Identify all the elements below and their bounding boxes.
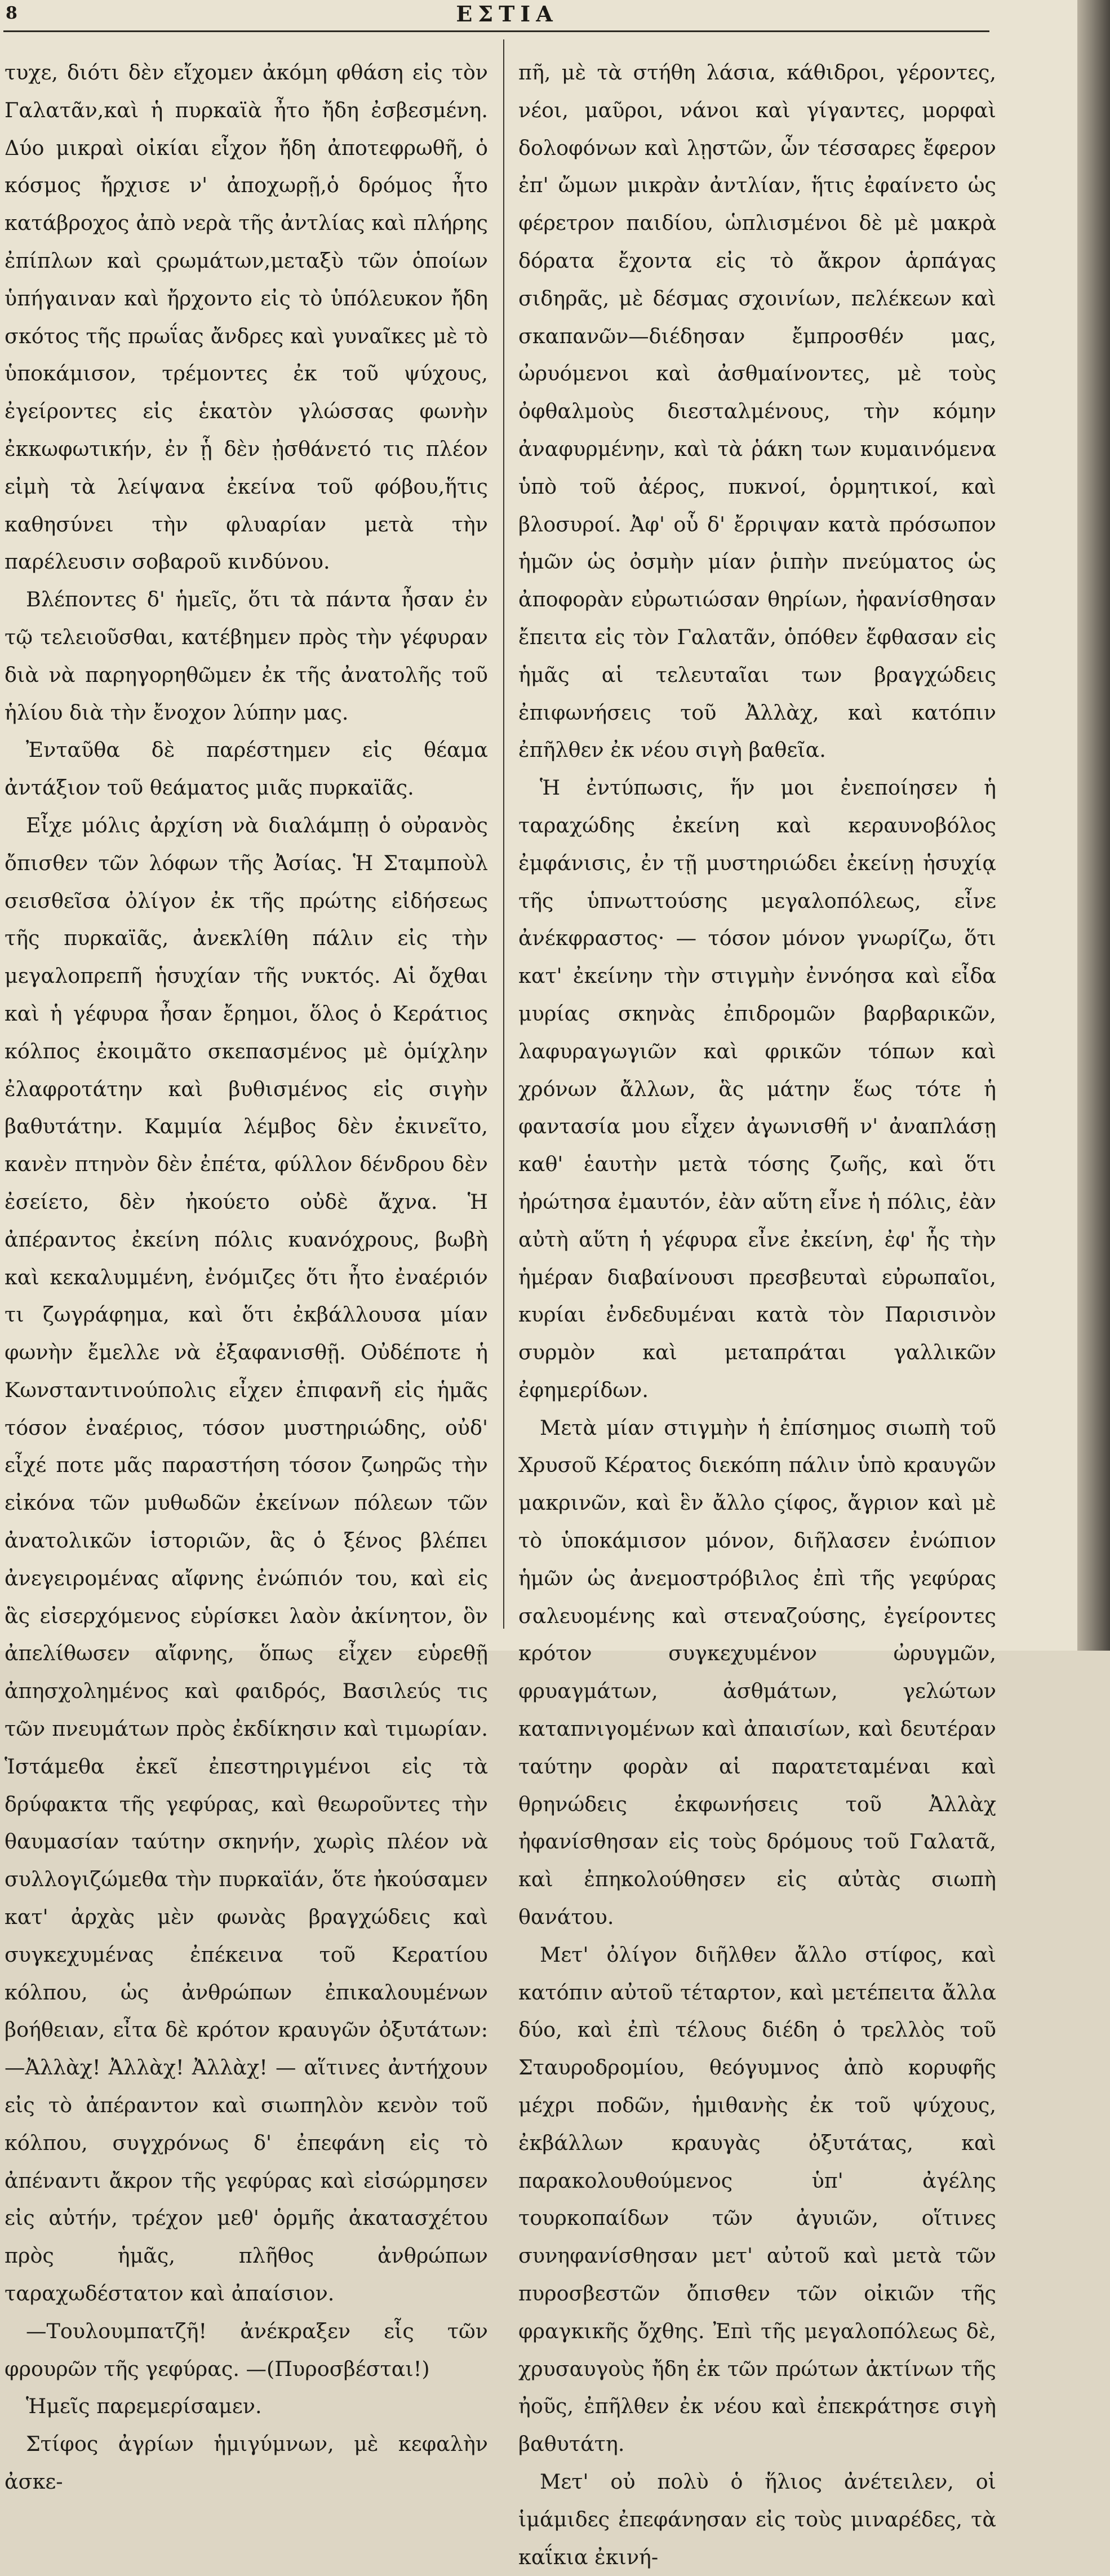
paragraph: Μετὰ μίαν στιγμὴν ἡ ἐπίσημος σιωπὴ τοῦ Χρυσοῦ Κέρατος διεκόπη πάλιν ὑπὸ κραυγῶν μακρινῶν, καὶ ἓν ἄλλο ςίφος, ἄγριον καὶ μὲ τὸ ὑποκάμισον μόνον, διῆλασεν ἐνώπιον ἡμῶν ὡς ἀνεμοστρόβιλος ἐπὶ τῆς γεφύρας σαλευομένης καὶ στεναζούσης, ἐγείροντες κρότον συγκεχυμένον ὠρυγμῶν, φρυαγμάτων, ἀσθμάτων, γελώτων καταπνιγομένων καὶ ἀπαισίων, καὶ δευτέραν ταύτην φορὰν αἱ παρατεταμέναι καὶ θρηνώδεις ἐκφωνήσεις τοῦ Ἀλλὰχ ἠφανίσθησαν εἰς τοὺς δρόμους τοῦ Γαλατᾶ, καὶ ἐπηκολούθησεν εἰς αὐτὰς σιωπὴ θανάτου. [518,1415,996,1930]
header-rule [3,30,989,32]
column-divider [503,39,504,1629]
book-binding-edge [1077,0,1110,1651]
paragraph: Ἐνταῦθα δὲ παρέστημεν εἰς θέαμα ἀντάξιον τοῦ θεάματος μιᾶς πυρκαϊᾶς. [5,738,488,800]
paragraph: τυχε, διότι δὲν εἴχομεν ἀκόμη φθάση εἰς τὸν Γαλατᾶν,καὶ ἡ πυρκαϊὰ ἦτο ἤδη ἐσβεσμένη. Δύο μικραὶ οἰκίαι εἶχον ἤδη ἀποτεφρωθῆ, ὁ κόσμος ἤρχισε ν' ἀποχωρῇ,ὁ δρόμος ἦτο κατάβροχος ἀπὸ νερὰ τῆς ἀντλίας καὶ πλήρης ἐπίπλων καὶ ςρωμάτων,μεταξὺ τῶν ὁποίων ὑπήγαιναν καὶ ἤρχοντο εἰς τὸ ὑπόλευκον ἤδη σκότος τῆς πρωΐας ἄνδρες καὶ γυναῖκες μὲ τὸ ὑποκάμισον, τρέμοντες ἐκ τοῦ ψύχους, ἐγείροντες εἰς ἑκατὸν γλώσσας φωνὴν ἐκκωφωτικήν, ἐν ᾗ δὲν ᾐσθάνετό τις πλέον εἰμὴ τὰ λείψανα ἐκείνα τοῦ φόβου,ἥτις καθησύνει τὴν φλυαρίαν μετὰ τὴν παρέλευσιν σοβαροῦ κινδύνου. [5,60,488,574]
paragraph: πῆ, μὲ τὰ στήθη λάσια, κάθιδροι, γέροντες, νέοι, μαῦροι, νάνοι καὶ γίγαντες, μορφαὶ δολοφόνων καὶ λῃστῶν, ὧν τέσσαρες ἔφερον ἐπ' ὤμων μικρὰν ἀντλίαν, ἥτις ἐφαίνετο ὡς φέρετρον παιδίου, ὡπλισμένοι δὲ μὲ μακρὰ δόρατα ἔχοντα εἰς τὸ ἄκρον ἁρπάγας σιδηρᾶς, μὲ δέσμας σχοινίων, πελέκεων καὶ σκαπανῶν—διέδησαν ἔμπροσθέν μας, ὠρυόμενοι καὶ ἀσθμαίνοντες, μὲ τοὺς ὀφθαλμοὺς διεσταλμένους, τὴν κόμην ἀναφυρμένην, καὶ τὰ ῥάκη των κυμαινόμενα ὑπὸ τοῦ ἀέρος, πυκνοί, ὁρμητικοί, καὶ βλοσυροί. Ἀφ' οὗ δ' ἔρριψαν κατὰ πρόσωπον ἡμῶν ὡς ὀσμὴν μίαν ῥιπὴν πνεύματος ὡς ἀποφορὰν εὐρωτιώσαν θηρίων, ἠφανίσθησαν ἔπειτα εἰς τὸν Γαλατᾶν, ὁπόθεν ἔφθασαν εἰς ἡμᾶς αἱ τελευταῖαι των βραγχώδεις ἐπιφωνήσεις τοῦ Ἀλλὰχ, καὶ κατόπιν ἐπῆλθεν ἐκ νέου σιγὴ βαθεῖα. [518,60,996,762]
paragraph: Μετ' ὀλίγον διῆλθεν ἄλλο στίφος, καὶ κατόπιν αὐτοῦ τέταρτον, καὶ μετέπειτα ἄλλα δύο, καὶ ἐπὶ τέλους διέδη ὁ τρελλὸς τοῦ Σταυροδρομίου, θεόγυμνος ἀπὸ κορυφῆς μέχρι ποδῶν, ἡμιθανὴς ἐκ τοῦ ψύχους, ἐκβάλλων κραυγὰς ὀξυτάτας, καὶ παρακολουθούμενος ὑπ' ἀγέλης τουρκοπαίδων τῶν ἀγυιῶν, οἵτινες συνηφανίσθησαν μετ' αὐτοῦ καὶ μετὰ τῶν πυροσβεστῶν ὄπισθεν τῶν οἰκιῶν τῆς φραγκικῆς ὄχθης. Ἐπὶ τῆς μεγαλοπόλεως δὲ, χρυσαυγοὺς ἤδη ἐκ τῶν πρώτων ἀκτίνων τῆς ἠοῦς, ἐπῆλθεν ἐκ νέου καὶ ἐπεκράτησε σιγὴ βαθυτάτη. [518,1942,996,2457]
running-title: ΕΣΤΙΑ [456,1,558,26]
paragraph: —Τουλουμπατζῆ! ἀνέκραξεν εἷς τῶν φρουρῶν τῆς γεφύρας. —(Πυροσβέσται!) [5,2318,488,2381]
paragraph: Μετ' οὐ πολὺ ὁ ἥλιος ἀνέτειλεν, οἱ ἱμάμιδες ἐπεφάνησαν εἰς τοὺς μιναρέδες, τὰ καΐκια ἐκινή- [518,2469,996,2569]
page-number: 8 [6,3,18,23]
paragraph: Εἶχε μόλις ἀρχίση νὰ διαλάμπῃ ὁ οὐρανὸς ὄπισθεν τῶν λόφων τῆς Ἀσίας. Ἡ Σταμποὺλ σεισθεῖσα ὀλίγον ἐκ τῆς πρώτης εἰδήσεως τῆς πυρκαϊᾶς, ἀνεκλίθη πάλιν εἰς τὴν μεγαλοπρεπῆ ἡσυχίαν τῆς νυκτός. Αἱ ὄχθαι καὶ ἡ γέφυρα ἦσαν ἔρημοι, ὅλος ὁ Κεράτιος κόλπος ἐκοιμᾶτο σκεπασμένος μὲ ὁμίχλην ἐλαφροτάτην καὶ βυθισμένος εἰς σιγὴν βαθυτάτην. Καμμία λέμβος δὲν ἐκινεῖτο, κανὲν πτηνὸν δὲν ἐπέτα, φύλλον δένδρου δὲν ἐσείετο, δὲν ἠκούετο οὐδὲ ἄχνα. Ἡ ἀπέραντος ἐκείνη πόλις κυανόχρους, βωβὴ καὶ κεκαλυμμένη, ἐνόμιζες ὅτι ἦτο ἐναέριόν τι ζωγράφημα, καὶ ὅτι ἐκβάλλουσα μίαν φωνὴν ἔμελλε νὰ ἐξαφανισθῇ. Οὐδέποτε ἡ Κωνσταντινούπολις εἶχεν ἐπιφανῆ εἰς ἡμᾶς τόσον ἐναέριος, τόσον μυστηριώδης, οὐδ' εἶχέ ποτε μᾶς παραστήση τόσον ζωηρῶς τὴν εἰκόνα τῶν μυθωδῶν ἐκείνων πόλεων τῶν ἀνατολικῶν ἱστοριῶν, ἃς ὁ ξένος βλέπει ἀνεγειρομένας αἴφνης ἐνώπιόν του, καὶ εἰς ἃς εἰσερχόμενος εὑρίσκει λαὸν ἀκίνητον, ὃν ἀπελίθωσεν αἴφνης, ὅπως εἶχεν εὑρεθῇ ἀπησχολημένος καὶ φαιδρός, Βασιλεύς τις τῶν πνευμάτων πρὸς ἐκδίκησιν καὶ τιμωρίαν. Ἱστάμεθα ἐκεῖ ἐπεστηριγμένοι εἰς τὰ δρύφακτα τῆς γεφύρας, καὶ θεωροῦντες τὴν θαυμασίαν ταύτην σκηνήν, χωρὶς πλέον νὰ συλλογιζώμεθα τὴν πυρκαϊάν, ὅτε ἠκούσαμεν κατ' ἀρχὰς μὲν φωνὰς βραγχώδεις καὶ συγκεχυμένας ἐπέκεινα τοῦ Κερατίου κόλπου, ὡς ἀνθρώπων ἐπικαλουμένων βοήθειαν, εἶτα δὲ κρότον κραυγῶν ὀξυτάτων:—Ἀλλὰχ! Ἀλλὰχ! Ἀλλὰχ! — αἵτινες ἀντήχουν εἰς τὸ ἀπέραντον καὶ σιωπηλὸν κενὸν τοῦ κόλπου, συγχρόνως δ' ἐπεφάνη εἰς τὸ ἀπέναντι ἄκρον τῆς γεφύρας καὶ εἰσώρμησεν εἰς αὐτήν, τρέχον μεθ' ὁρμῆς ἀκατασχέτου πρὸς ἡμᾶς, πλῆθος ἀνθρώπων ταραχωδέστατον καὶ ἀπαίσιον. [5,813,488,2306]
left-column [5,54,488,2494]
paragraph: Βλέποντες δ' ἡμεῖς, ὅτι τὰ πάντα ἦσαν ἐν τῷ τελειοῦσθαι, κατέβημεν πρὸς τὴν γέφυραν διὰ νὰ παρηγορηθῶμεν ἐκ τῆς ἀνατολῆς τοῦ ἡλίου διὰ τὴν ἔνοχον λύπην μας. [5,587,488,725]
right-column [518,54,996,2569]
paragraph: Ἡ ἐντύπωσις, ἥν μοι ἐνεποίησεν ἡ ταραχώδης ἐκείνη καὶ κεραυνοβόλος ἐμφάνισις, ἐν τῇ μυστηριώδει ἐκείνῃ ἡσυχίᾳ τῆς ὑπνωττούσης μεγαλοπόλεως, εἶνε ἀνέκφραστος· — τόσον μόνον γνωρίζω, ὅτι κατ' ἐκείνην τὴν στιγμὴν ἐννόησα καὶ εἶδα μυρίας σκηνὰς ἐπιδρομῶν βαρβαρικῶν, λαφυραγωγιῶν καὶ φρικῶν τόπων καὶ χρόνων ἄλλων, ἃς μάτην ἕως τότε ἡ φαντασία μου εἶχεν ἀγωνισθῆ ν' ἀναπλάσῃ καθ' ἑαυτὴν μετὰ τόσης ζωῆς, καὶ ὅτι ἠρώτησα ἐμαυτόν, ἐὰν αὕτη εἶνε ἡ πόλις, ἐὰν αὐτὴ αὕτη ἡ γέφυρα εἶνε ἐκείνη, ἐφ' ἧς τὴν ἡμέραν διαβαίνουσι πρεσβευταὶ εὐρωπαῖοι, κυρίαι ἐνδεδυμέναι κατὰ τὸν Παρισινὸν συρμὸν καὶ μεταπράται γαλλικῶν ἐφημερίδων. [518,775,996,1402]
paragraph: Στίφος ἀγρίων ἡμιγύμνων, μὲ κεφαλὴν ἀσκε- [5,2432,488,2494]
page-header [0,0,992,28]
paragraph: Ἡμεῖς παρεμερίσαμεν. [26,2394,262,2419]
